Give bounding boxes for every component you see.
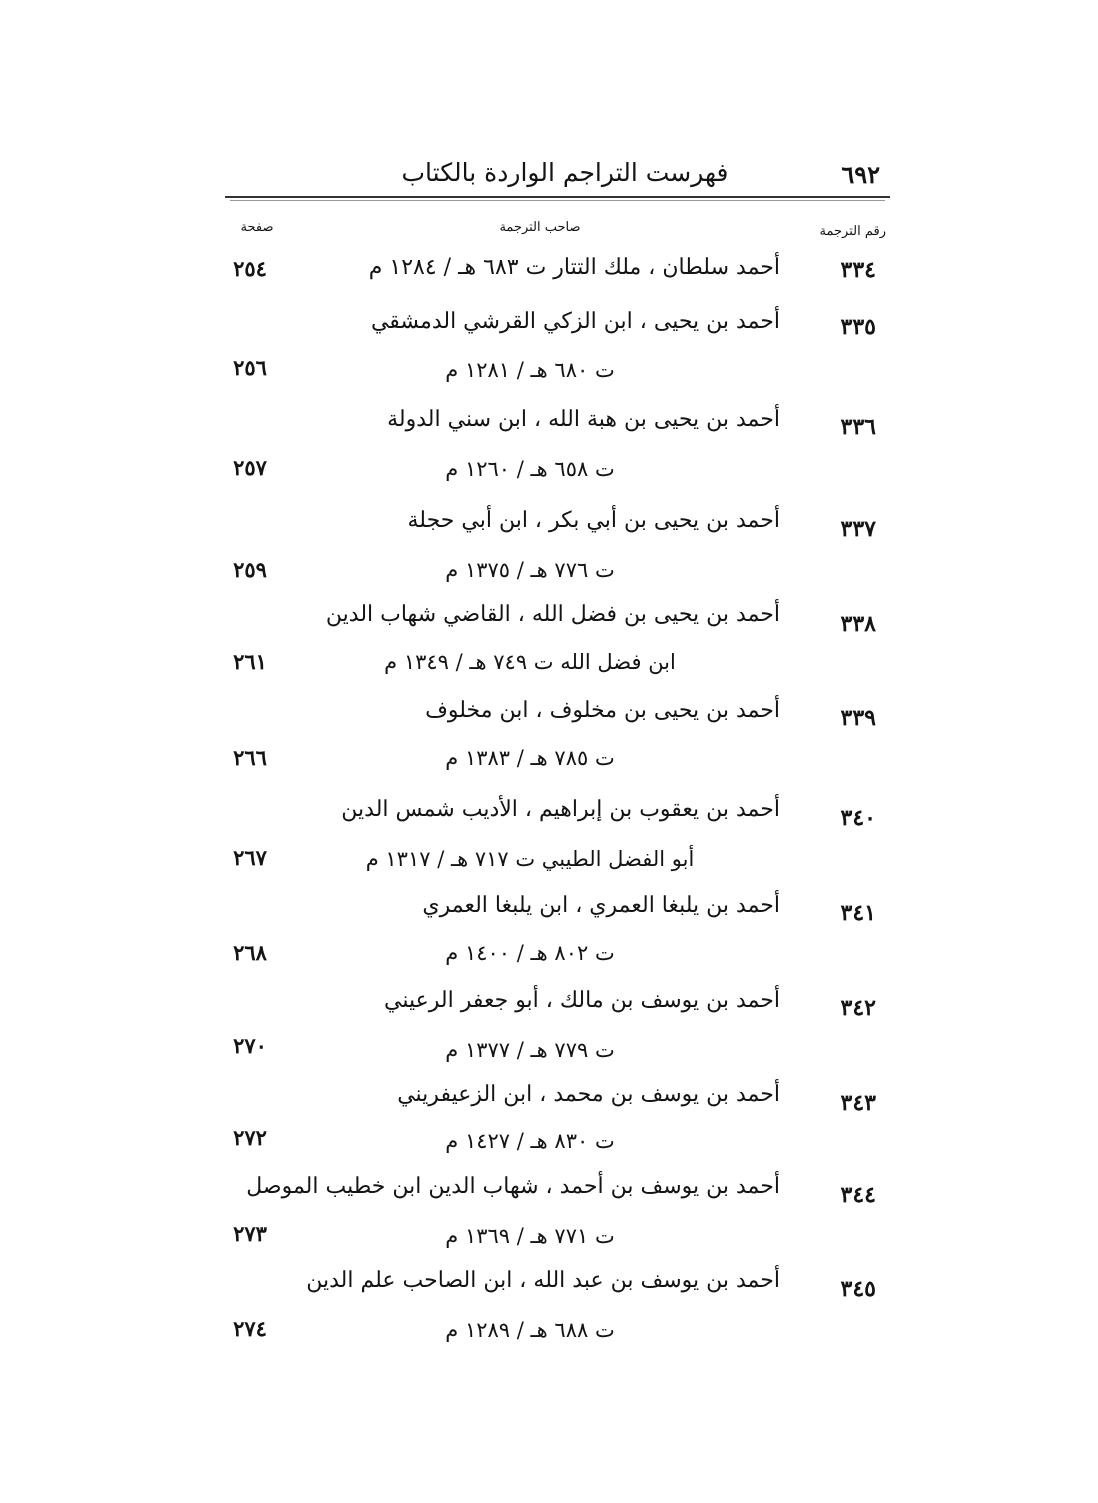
- entry-death-date: ابن فضل الله ت ٧٤٩ هـ / ١٣٤٩ م: [384, 650, 676, 674]
- entry-name: أحمد بن يوسف بن مالك ، أبو جعفر الرعيني: [384, 988, 780, 1013]
- entry-page: ٢٦٦: [233, 745, 267, 770]
- entry-death-date: ت ٦٨٨ هـ / ١٢٨٩ م: [445, 1318, 615, 1342]
- entry-name: أحمد بن يلبغا العمري ، ابن يلبغا العمري: [422, 893, 780, 918]
- entry-page: ٢٥٩: [233, 557, 267, 582]
- entry-name: أحمد سلطان ، ملك التتار ت ٦٨٣ هـ / ١٢٨٤ م: [368, 255, 780, 280]
- entry-death-date: ت ٧٧١ هـ / ١٣٦٩ م: [445, 1224, 615, 1248]
- entry-number: ٣٤٤: [840, 1182, 876, 1208]
- entry-number: ٣٣٧: [840, 516, 876, 542]
- entry-page: ٢٧٢: [233, 1125, 267, 1150]
- entry-number: ٣٣٦: [840, 414, 876, 440]
- entry-name: أحمد بن يحيى ، ابن الزكي القرشي الدمشقي: [370, 309, 780, 334]
- entry-name: أحمد بن يحيى بن هبة الله ، ابن سني الدولة: [387, 407, 780, 432]
- entry-page: ٢٧٣: [233, 1221, 267, 1246]
- entry-page: ٢٥٦: [233, 355, 267, 380]
- entry-death-date: ت ٦٥٨ هـ / ١٢٦٠ م: [445, 457, 615, 481]
- entry-name: أحمد بن يعقوب بن إبراهيم ، الأديب شمس الدين: [341, 797, 780, 822]
- entry-name: أحمد بن يوسف بن أحمد ، شهاب الدين ابن خطيب الموصل: [246, 1174, 780, 1199]
- entry-death-date: ت ٦٨٠ هـ / ١٢٨١ م: [445, 358, 615, 382]
- entry-page: ٢٥٤: [233, 256, 267, 281]
- entry-death-date: ت ٨٠٢ هـ / ١٤٠٠ م: [445, 941, 615, 965]
- entry-death-date: ت ٧٧٦ هـ / ١٣٧٥ م: [445, 558, 615, 582]
- entry-name: أحمد بن يوسف بن محمد ، ابن الزعيفريني: [397, 1082, 780, 1107]
- entry-death-date: أبو الفضل الطيبي ت ٧١٧ هـ / ١٣١٧ م: [365, 847, 695, 871]
- entry-name: أحمد بن يحيى بن أبي بكر ، ابن أبي حجلة: [407, 508, 780, 533]
- entry-page: ٢٥٧: [233, 455, 267, 480]
- entry-death-date: ت ٧٨٥ هـ / ١٣٨٣ م: [445, 746, 615, 770]
- entry-number: ٣٤١: [840, 900, 876, 926]
- entry-page: ٢٧٠: [233, 1033, 267, 1058]
- entry-name: أحمد بن يوسف بن عبد الله ، ابن الصاحب علم الدين: [306, 1268, 780, 1293]
- header-rule-thin: [230, 200, 885, 201]
- page-title: فهرست التراجم الواردة بالكتاب: [401, 158, 729, 187]
- entry-number: ٣٤٥: [840, 1276, 876, 1302]
- entry-number: ٣٣٤: [840, 257, 876, 283]
- entry-page: ٢٦٧: [233, 845, 267, 870]
- header-rule: [225, 196, 890, 198]
- entry-death-date: ت ٧٧٩ هـ / ١٣٧٧ م: [445, 1038, 615, 1062]
- entry-number: ٣٣٨: [840, 611, 876, 637]
- entry-death-date: ت ٨٣٠ هـ / ١٤٢٧ م: [445, 1129, 615, 1153]
- page-number: ٦٩٢: [841, 160, 880, 189]
- entry-number: ٣٤٣: [840, 1090, 876, 1116]
- entry-page: ٢٧٤: [233, 1316, 267, 1341]
- entry-page: ٢٦٨: [233, 940, 267, 965]
- entry-page: ٢٦١: [233, 649, 267, 674]
- entry-number: ٣٤٢: [840, 995, 876, 1021]
- column-head-number: رقم الترجمة: [819, 224, 886, 239]
- entry-name: أحمد بن يحيى بن مخلوف ، ابن مخلوف: [425, 698, 780, 723]
- entry-number: ٣٣٩: [840, 705, 876, 731]
- column-head-page: صفحة: [240, 220, 274, 235]
- entry-name: أحمد بن يحيى بن فضل الله ، القاضي شهاب الدين: [325, 602, 780, 627]
- entry-number: ٣٣٥: [840, 314, 876, 340]
- column-head-owner: صاحب الترجمة: [499, 220, 581, 235]
- entry-number: ٣٤٠: [840, 805, 876, 831]
